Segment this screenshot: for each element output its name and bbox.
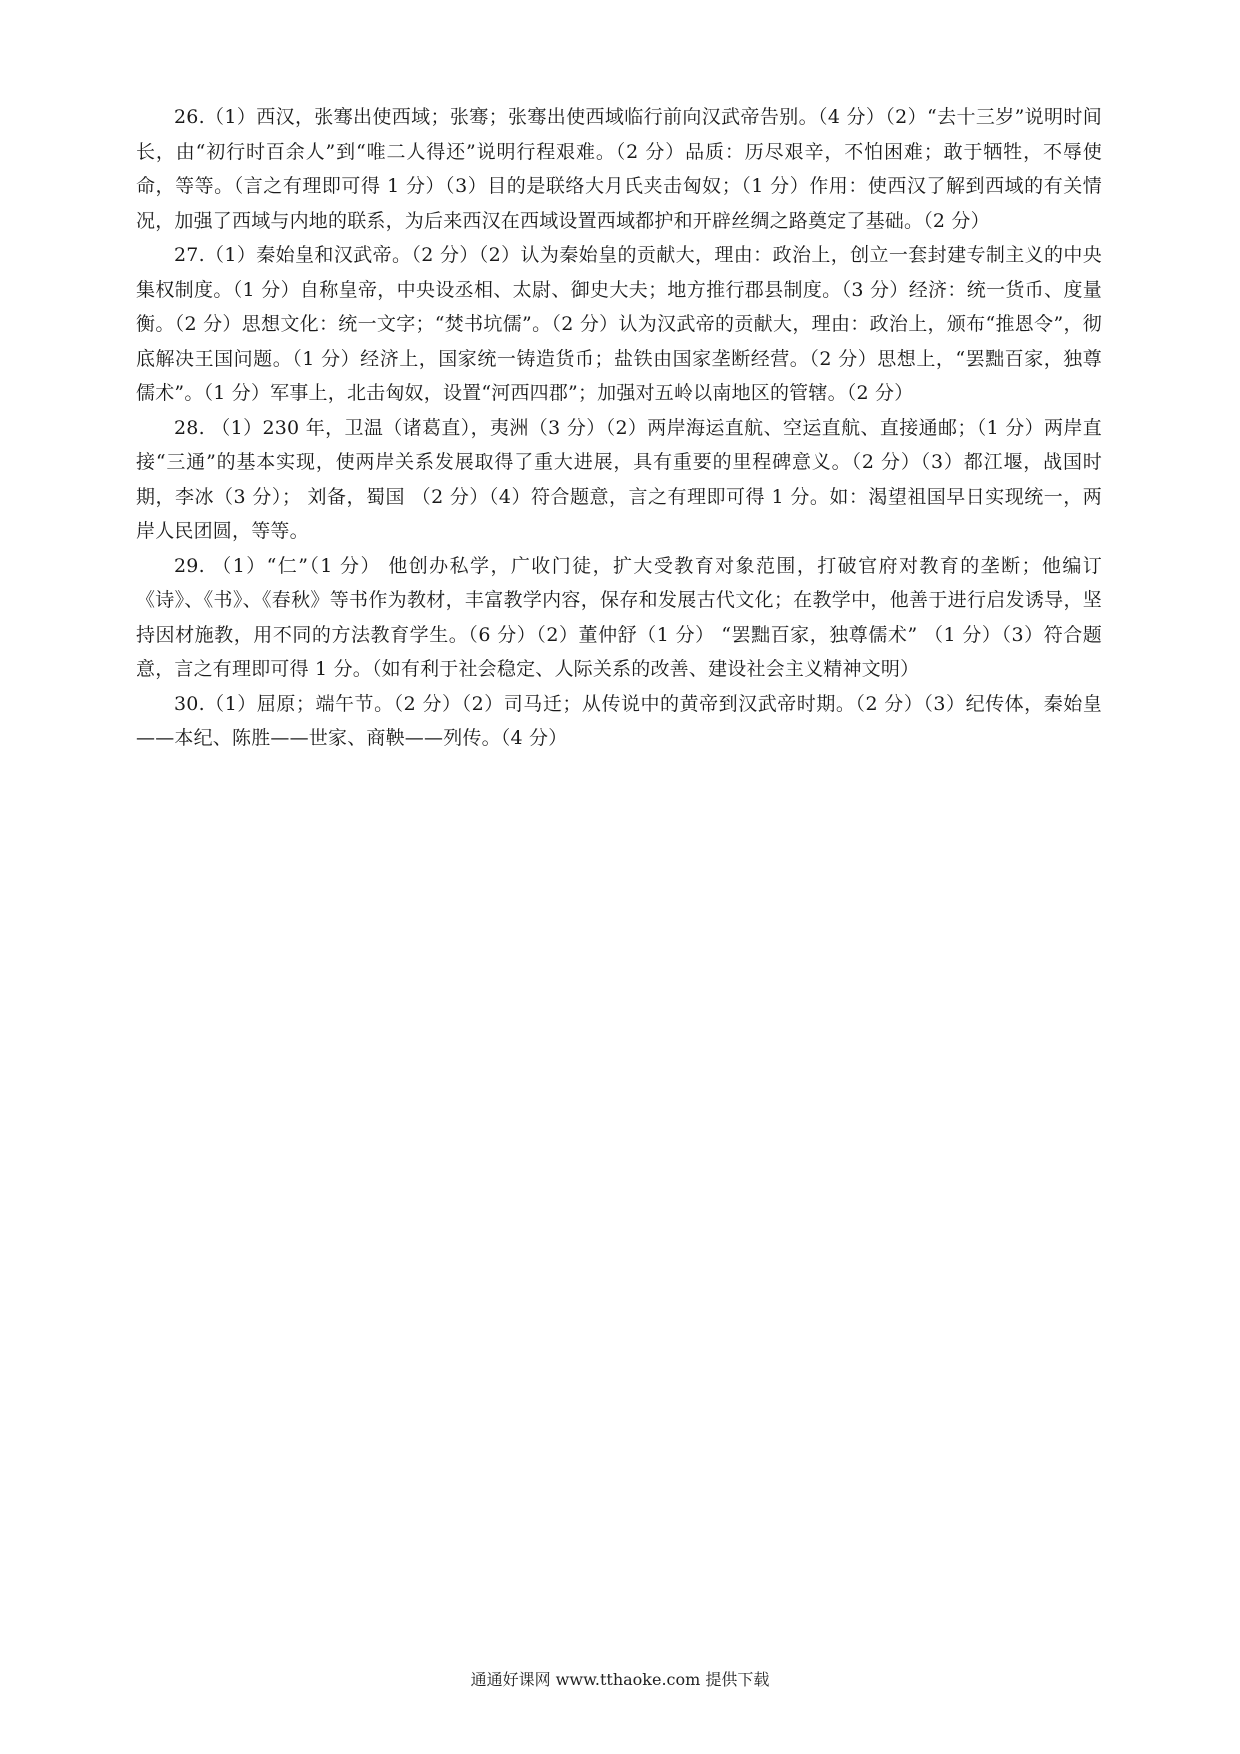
answer-30: 30.（1）屈原；端午节。（2 分）（2）司马迁；从传说中的黄帝到汉武帝时期。（2 分）（3）纪传体，秦始皇——本纪、陈胜——世家、商鞅——列传。（4 分） [136,692,1102,749]
answer-26: 26.（1）西汉，张骞出使西域；张骞；张骞出使西域临行前向汉武帝告别。（4 分）（2）“去十三岁”说明时间长，由“初行时百余人”到“唯二人得还”说明行程艰难。（2 分）品质：历尽艰辛，不怕困难；敢于牺牲，不辱使命，等等。（言之有理即可得 1 分）（3）目的是联络大月氏夹击匈奴；（1 分）作用：使西汉了解到西域的有关情况，加强了西域与内地的联系，为后来西汉在西域设置西域都护和开辟丝绸之路奠定了基础。（2 分） [136,106,1102,232]
page-footer: 通通好课网 www.tthaoke.com 提供下载 [470,1670,770,1689]
answer-27: 27.（1）秦始皇和汉武帝。（2 分）（2）认为秦始皇的贡献大，理由：政治上，创立一套封建专制主义的中央集权制度。（1 分）自称皇帝，中央设丞相、太尉、御史大夫；地方推行郡县制度。（3 分）经济：统一货币、度量衡。（2 分）思想文化：统一文字；“焚书坑儒”。（2 分）认为汉武帝的贡献大，理由：政治上，颁布“推恩令”，彻底解决王国问题。（1 分）经济上，国家统一铸造货币；盐铁由国家垄断经营。（2 分）思想上，“罢黜百家，独尊儒术”。（1 分）军事上，北击匈奴，设置“河西四郡”；加强对五岭以南地区的管辖。（2 分） [136,244,1102,404]
answer-29: 29. （1）“仁”（1 分） 他创办私学，广收门徒，扩大受教育对象范围，打破官府对教育的垄断；他编订《诗》、《书》、《春秋》等书作为教材，丰富教学内容，保存和发展古代文化；在教学中，他善于进行启发诱导，坚持因材施教，用不同的方法教育学生。（6 分）（2）董仲舒（1 分） “罢黜百家，独尊儒术” （1 分）（3）符合题意，言之有理即可得 1 分。（如有利于社会稳定、人际关系的改善、建设社会主义精神文明） [136,554,1102,680]
answer-content [136,100,1102,756]
answer-28: 28. （1）230 年，卫温（诸葛直），夷洲（3 分）（2）两岸海运直航、空运直航、直接通邮；（1 分）两岸直接“三通”的基本实现，使两岸关系发展取得了重大进展，具有重要的里程碑意义。（2 分）（3）都江堰，战国时期，李冰（3 分）； 刘备，蜀国 （2 分）（4）符合题意，言之有理即可得 1 分。如：渴望祖国早日实现统一，两岸人民团圆，等等。 [136,416,1102,542]
